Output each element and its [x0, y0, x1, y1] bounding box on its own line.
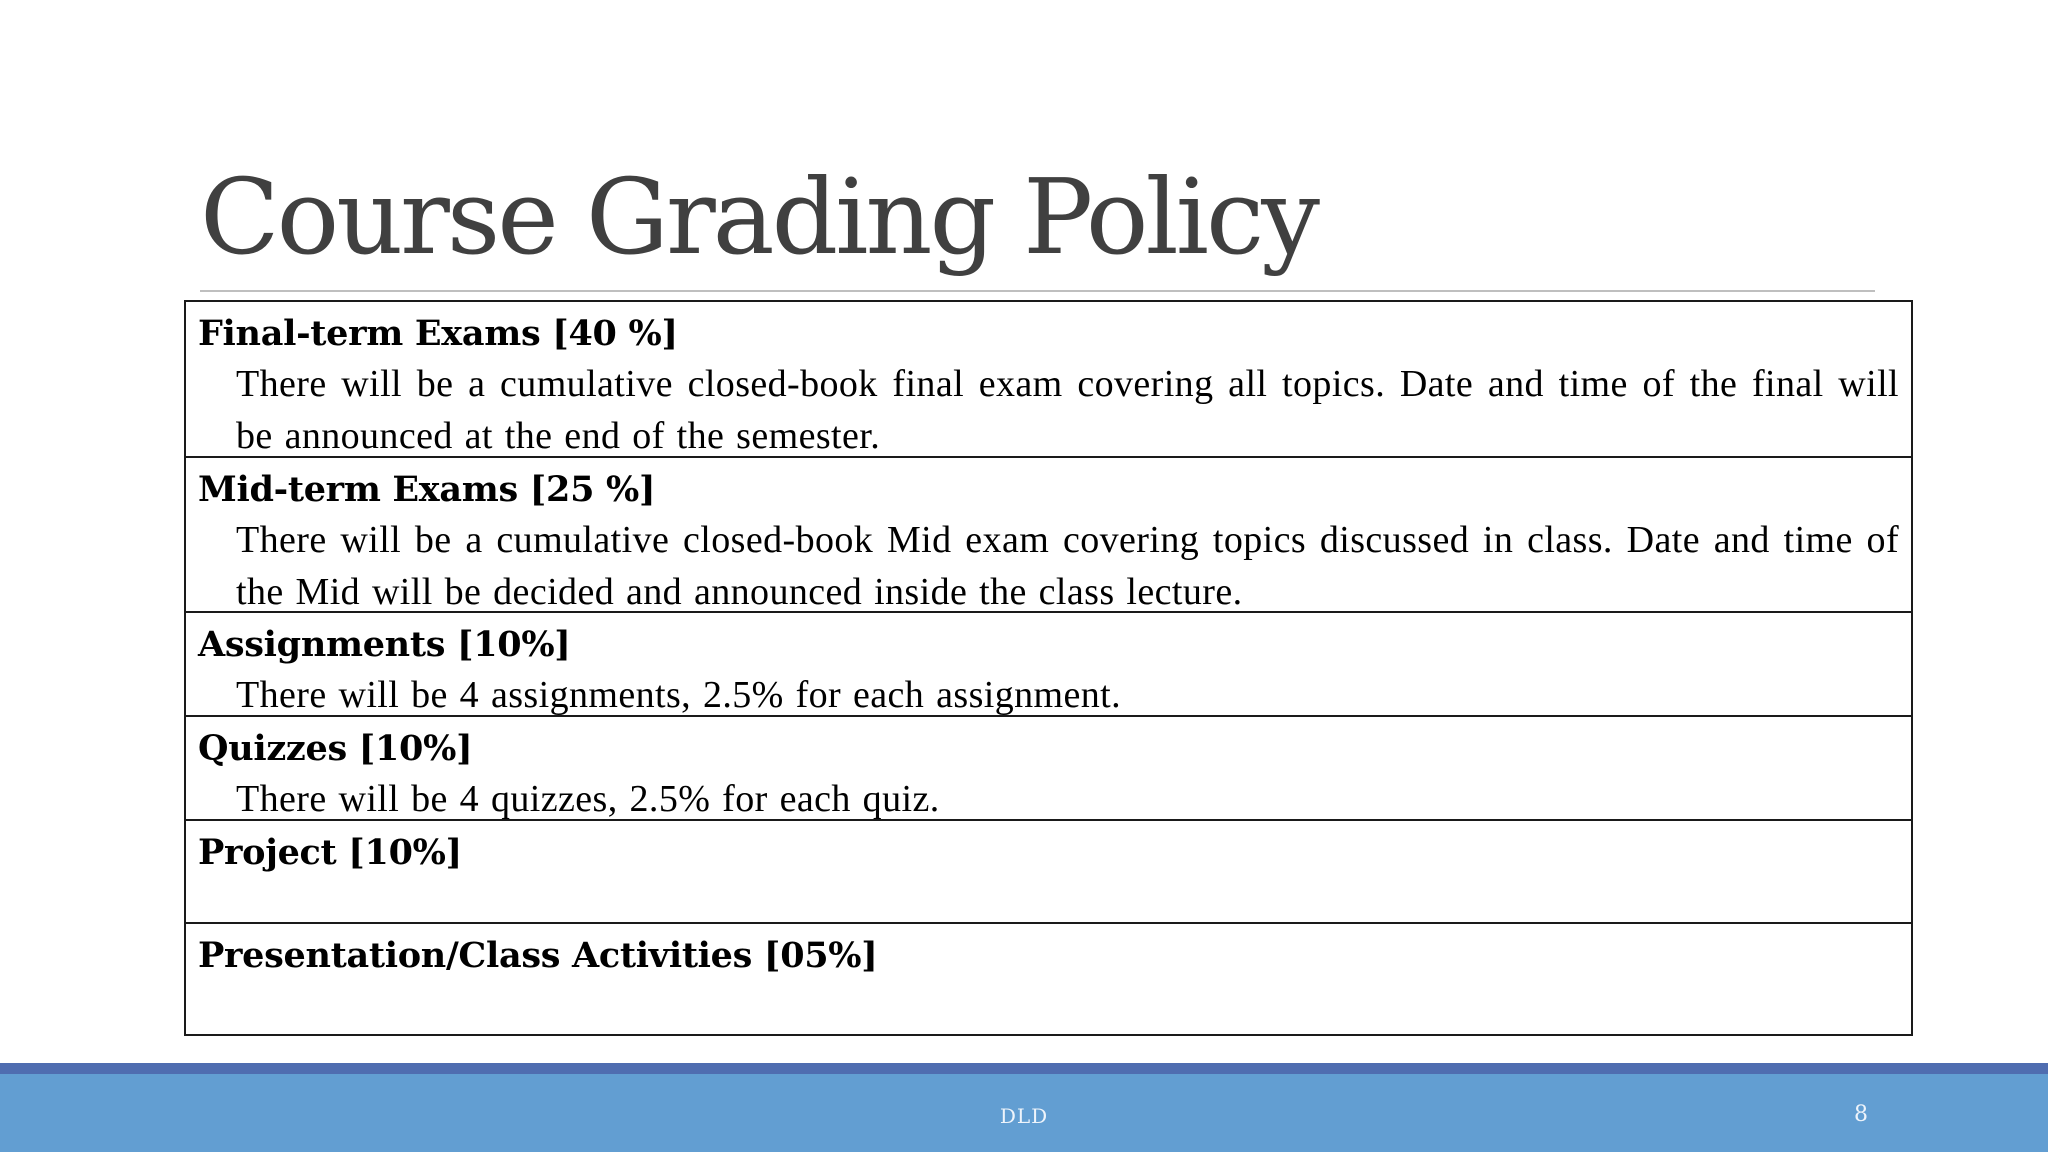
grading-row-description: There will be a cumulative closed-book final exam covering all topics. Date and time of the final will be announced at the end of the semester. — [236, 363, 1899, 457]
grading-row-heading: Assignments [10%] — [198, 624, 571, 665]
title-divider — [200, 290, 1875, 292]
page-number: 8 — [1854, 1102, 1868, 1127]
grading-row-mid-term — [186, 458, 1911, 613]
slide-title: Course Grading Policy — [200, 156, 1318, 278]
grading-policy-table — [184, 300, 1913, 1036]
grading-row-presentation — [186, 924, 1911, 1034]
grading-row-description: There will be 4 quizzes, 2.5% for each quiz. — [236, 778, 940, 820]
grading-row-heading: Project [10%] — [198, 832, 462, 873]
grading-row-quizzes — [186, 717, 1911, 821]
slide-footer — [0, 1074, 2048, 1152]
grading-row-description: There will be 4 assignments, 2.5% for each assignment. — [236, 674, 1121, 716]
footer-label: DLD — [999, 1104, 1049, 1128]
grading-row-heading: Quizzes [10%] — [198, 728, 473, 769]
grading-row-description: There will be a cumulative closed-book Mid exam covering topics discussed in class. Date and time of the Mid will be decided and announced inside the class lecture. — [236, 519, 1899, 613]
grading-row-final-term — [186, 302, 1911, 458]
grading-row-project — [186, 821, 1911, 924]
grading-row-heading: Presentation/Class Activities [05%] — [198, 935, 878, 976]
footer-accent-stripe — [0, 1063, 2048, 1074]
grading-row-assignments — [186, 613, 1911, 717]
grading-row-heading: Final-term Exams [40 %] — [198, 313, 678, 354]
grading-row-heading: Mid-term Exams [25 %] — [198, 469, 656, 510]
